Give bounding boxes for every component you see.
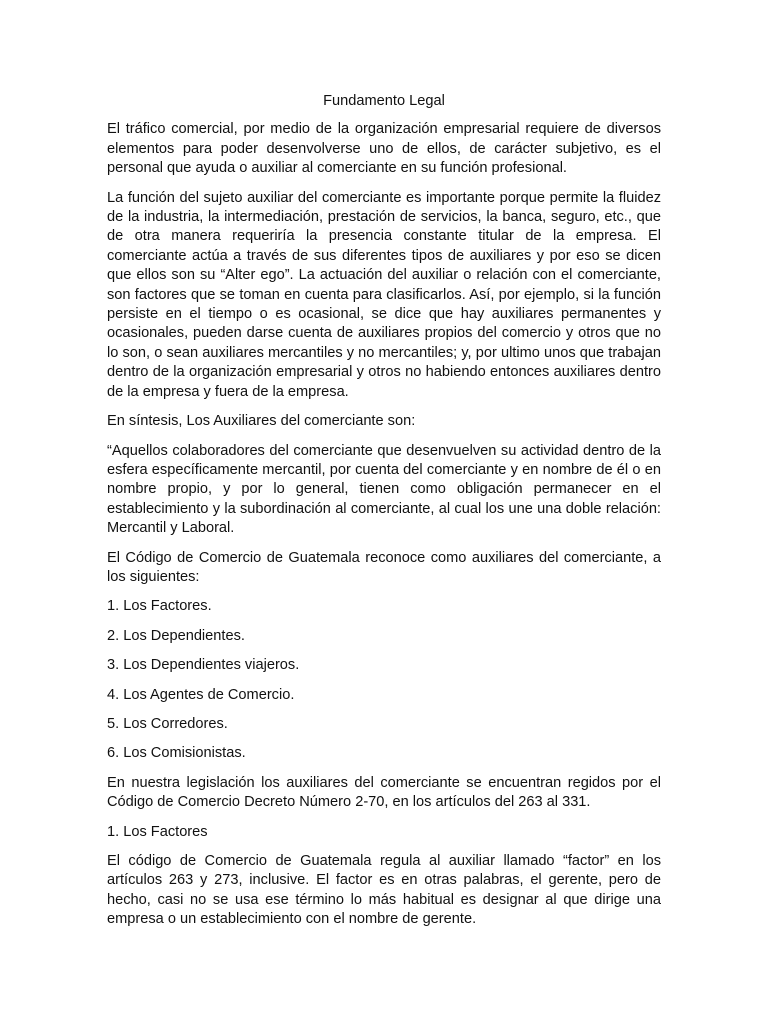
list-item: 5. Los Corredores. xyxy=(107,715,228,732)
list-item: 2. Los Dependientes. xyxy=(107,627,245,644)
document-page xyxy=(107,92,661,940)
list-item: 1. Los Factores. xyxy=(107,598,212,615)
section-heading-factores: 1. Los Factores xyxy=(107,823,208,840)
paragraph-intro: El tráfico comercial, por medio de la organización empresarial requiere de diversos elementos para poder desenvolverse uno de ellos, de carácter subjetivo, es el personal que ayuda o auxiliar al comerciante en su función profesional. xyxy=(107,121,661,177)
list-item: 6. Los Comisionistas. xyxy=(107,745,246,762)
auxiliaries-list xyxy=(107,597,661,763)
paragraph-legislation: En nuestra legislación los auxiliares del comerciante se encuentran regidos por el Código de Comercio Decreto Número 2-70, en los artículos del 263 al 331. xyxy=(107,774,661,811)
document-title: Fundamento Legal xyxy=(323,93,445,109)
paragraph-factor: El código de Comercio de Guatemala regula al auxiliar llamado “factor” en los artículos 263 y 273, inclusive. El factor es en otras palabras, el gerente, pero de hecho, casi no se usa ese término lo más habitual es designar al que dirige una empresa o un establecimiento con el nombre de gerente. xyxy=(107,853,661,928)
paragraph-synthesis: En síntesis, Los Auxiliares del comerciante son: xyxy=(107,413,416,430)
list-item: 3. Los Dependientes viajeros. xyxy=(107,657,300,674)
paragraph-auxiliary-function: La función del sujeto auxiliar del comerciante es importante porque permite la fluidez de la industria, la intermediación, prestación de servicios, la banca, seguro, etc., que de otra manera requeriría la presencia constante titular de la empresa. El comerciante actúa a través de sus diferentes tipos de auxiliares y por eso se dicen que ellos son su “Alter ego”. La actuación del auxiliar o relación con el comerciante, son factores que se toman en cuenta para clasificarlos. Así, por ejemplo, si la función persiste en el tiempo o es ocasional, se dice que hay auxiliares permanentes y ocasionales, pueden darse cuenta de auxiliares propios del comercio y otros que no lo son, o sean auxiliares mercantiles y no mercantiles; y, por ultimo unos que trabajan dentro de la organización empresarial y otros no habiendo entonces auxiliares dentro de la empresa y fuera de la empresa. xyxy=(107,189,661,400)
paragraph-code-recognition: El Código de Comercio de Guatemala reconoce como auxiliares del comerciante, a los siguientes: xyxy=(107,549,661,585)
list-item: 4. Los Agentes de Comercio. xyxy=(107,686,295,703)
paragraph-definition-quote: “Aquellos colaboradores del comerciante que desenvuelven su actividad dentro de la esfera específicamente mercantil, por cuenta del comerciante y en nombre de él o en nombre propio, y por lo general, tienen como obligación permanecer en el establecimiento y la subordinación al comerciante, al cual los une una doble relación: Mercantil y Laboral. xyxy=(107,442,661,537)
